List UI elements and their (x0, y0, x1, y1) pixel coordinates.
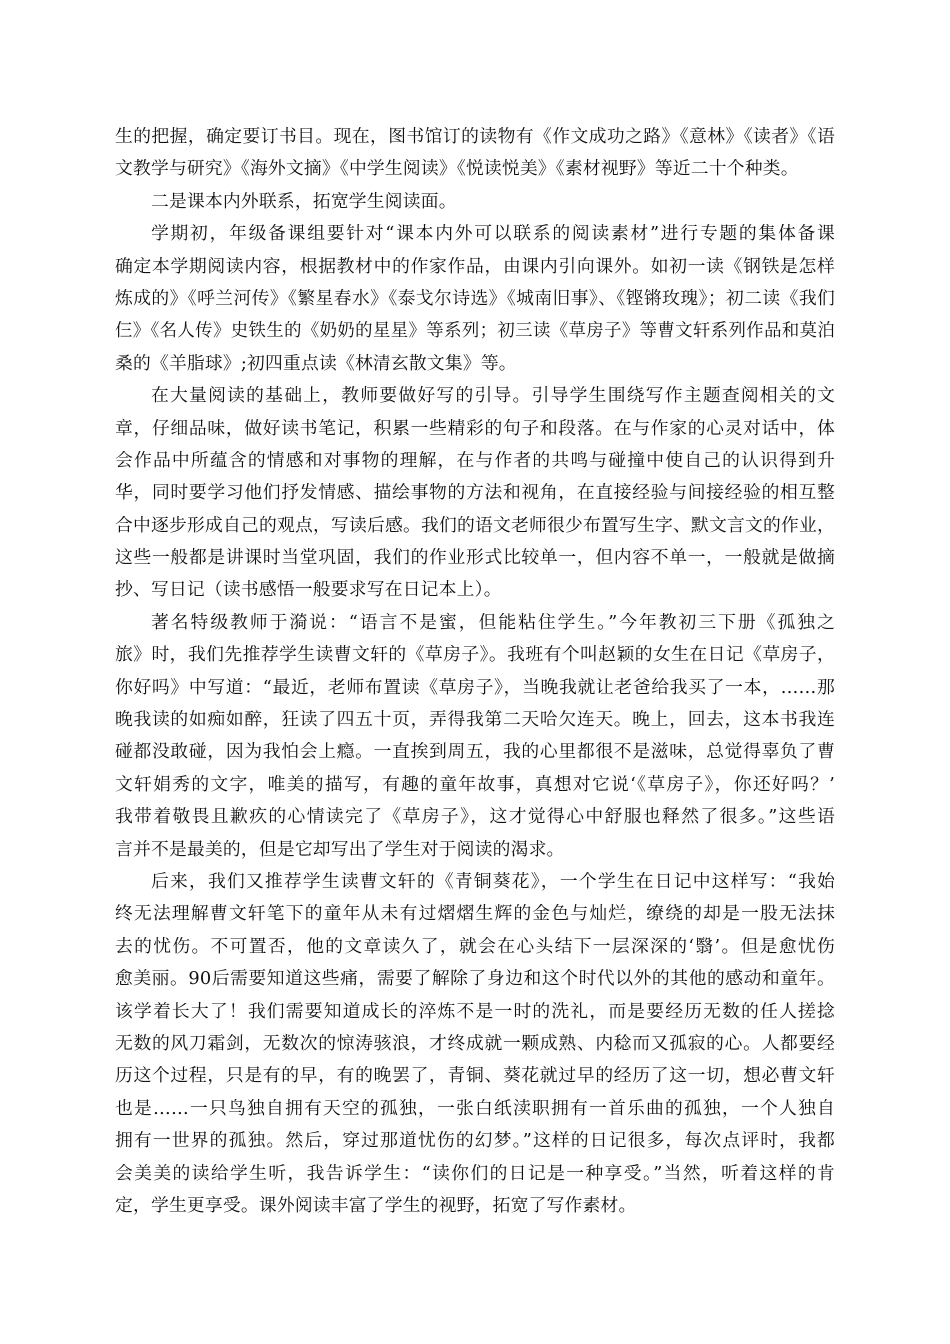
paragraph-first-line: 在大量阅读的基础上，教师要做好写的引导。引导学生围绕写作主题查阅相关的文 (151, 385, 835, 407)
text-line: 拥有一世界的孤独。然后，穿过那道忧伤的幻梦。”这样的日记很多，每次点评时，我都 (115, 1130, 835, 1152)
paragraph-first-line: 著名特级教师于漪说：“语言不是蜜，但能粘住学生。”今年教初三下册《孤独之 (151, 611, 835, 633)
text-line: 定，学生更享受。课外阅读丰富了学生的视野，拓宽了写作素材。 (115, 1194, 637, 1216)
text-line: 文轩娟秀的文字，唯美的描写，有趣的童年故事，真想对它说‘《草房子》，你还好吗？’ (115, 773, 835, 795)
paragraph-first-line: 二是课本内外联系，拓宽学生阅读面。 (151, 190, 457, 212)
text-line: 华，同时要学习他们抒发情感、描绘事物的方法和视角，在直接经验与间接经验的相互整 (115, 482, 835, 504)
text-line: 愈美丽。90后需要知道这些痛，需要了解除了身边和这个时代以外的其他的感动和童年。 (115, 968, 835, 990)
text-line: 碰都没敢碰，因为我怕会上瘾。一直挨到周五，我的心里都很不是滋味，总觉得辜负了曹 (115, 741, 835, 763)
text-line: 章，仔细品味，做好读书笔记，积累一些精彩的句子和段落。在与作家的心灵对话中，体 (115, 417, 835, 439)
text-line: 炼成的》《呼兰河传》《繁星春水》《泰戈尔诗选》《城南旧事》、《铿锵玫瑰》；初二读《我们 (115, 287, 835, 309)
text-line: 抄、写日记（读书感悟一般要求写在日记本上）。 (115, 579, 502, 601)
text-line: 无数的风刀霜剑，无数次的惊涛骇浪，才终成就一颗成熟、内稔而又孤寂的心。人都要经 (115, 1032, 835, 1054)
text-line: 合中逐步形成自己的观点，写读后感。我们的语文老师很少布置写生字、默文言文的作业， (115, 514, 835, 536)
paragraph-first-line: 后来，我们又推荐学生读曹文轩的《青铜葵花》，一个学生在日记中这样写：“我始 (151, 870, 835, 892)
text-line: 也是……一只鸟独自拥有天空的孤独，一张白纸渎职拥有一首乐曲的孤独，一个人独自 (115, 1097, 835, 1119)
text-line: 该学着长大了！我们需要知道成长的淬炼不是一时的洗礼，而是要经历无数的任人搓捻 (115, 1000, 835, 1022)
text-line: 生的把握，确定要订书目。现在，图书馆订的读物有《作文成功之路》《意林》《读者》《语 (115, 126, 835, 147)
text-line: 终无法理解曹文轩笔下的童年从未有过熠熠生辉的金色与灿烂，缭绕的却是一股无法抹 (115, 903, 835, 925)
text-line: 会美美的读给学生听，我告诉学生：“读你们的日记是一种享受。”当然，听着这样的肯 (115, 1162, 835, 1184)
text-line: 旅》时，我们先推荐学生读曹文轩的《草房子》。我班有个叫赵颖的女生在日记《草房子， (115, 644, 835, 666)
text-line: 晚我读的如痴如醉，狂读了四五十页，弄得我第二天哈欠连天。晚上，回去，这本书我连 (115, 709, 835, 731)
text-line: 历这个过程，只是有的早，有的晚罢了，青铜、葵花就过早的经历了这一切，想必曹文轩 (115, 1065, 835, 1087)
text-line: 文教学与研究》《海外文摘》《中学生阅读》《悦读悦美》《素材视野》等近二十个种类。 (115, 158, 799, 180)
text-line: 桑的《羊脂球》;初四重点读《林清玄散文集》等。 (115, 352, 517, 374)
text-line: 你好吗》中写道：“最近，老师布置读《草房子》，当晚我就让老爸给我买了一本，……那 (115, 676, 835, 698)
text-line: 会作品中所蕴含的情感和对事物的理解，在与作者的共鸣与碰撞中使自己的认识得到升 (115, 449, 835, 471)
text-line: 去的忧伤。不可置否，他的文章读久了，就会在心头结下一层深深的‘翳’。但是愈忧伤 (115, 935, 835, 957)
paragraph-first-line: 学期初，年级备课组要针对“课本内外可以联系的阅读素材”进行专题的集体备课 (151, 223, 835, 245)
text-line: 仨》《名人传》史铁生的《奶奶的星星》等系列；初三读《草房子》等曹文轩系列作品和莫泊 (115, 321, 835, 342)
body-text (115, 121, 835, 1222)
text-line: 言并不是最美的，但是它却写出了学生对于阅读的渴求。 (115, 838, 565, 860)
text-line: 我带着敬畏且歉疚的心情读完了《草房子》，这才觉得心中舒服也释然了很多。”这些语 (115, 806, 835, 828)
text-line: 这些一般都是讲课时当堂巩固，我们的作业形式比较单一，但内容不单一，一般就是做摘 (115, 547, 835, 569)
text-line: 确定本学期阅读内容，根据教材中的作家作品，由课内引向课外。如初一读《钢铁是怎样 (115, 255, 835, 277)
